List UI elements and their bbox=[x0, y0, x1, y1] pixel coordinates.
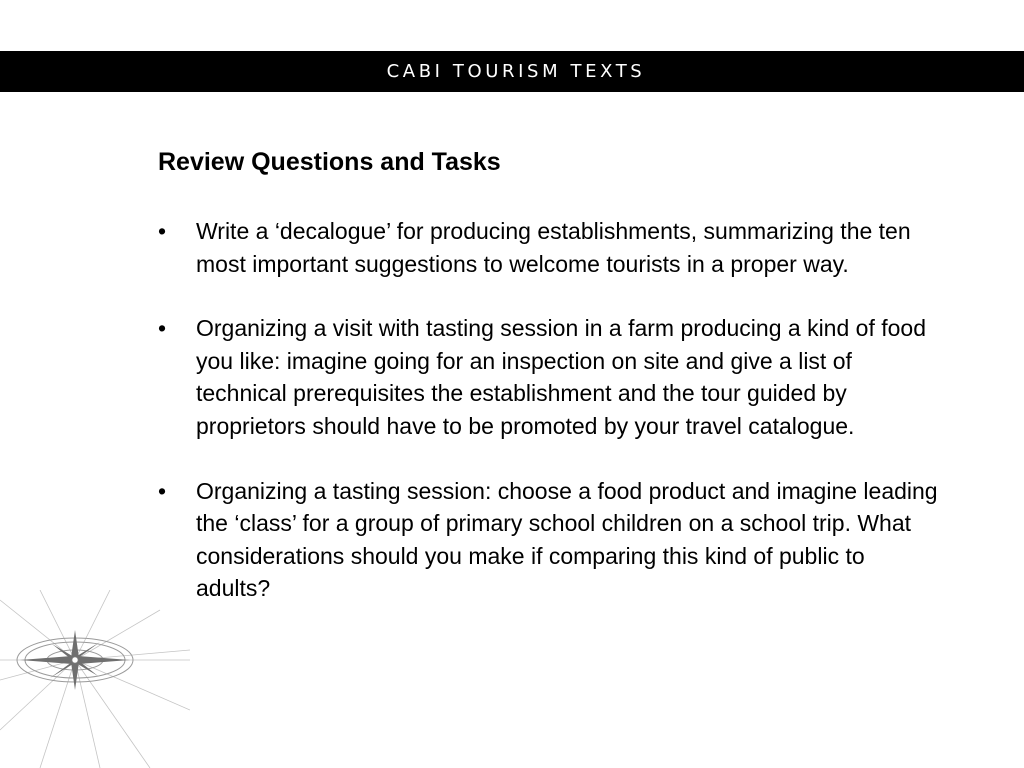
bullet-item bbox=[158, 312, 938, 442]
bullet-item bbox=[158, 215, 938, 280]
bullet-text: Write a ‘decalogue’ for producing establishments, summarizing the ten most important suggestions to welcome tourists in a proper way. bbox=[196, 218, 911, 277]
header-title: CABI TOURISM TEXTS bbox=[386, 61, 646, 82]
bullet-list bbox=[158, 215, 938, 605]
compass-rose-icon bbox=[0, 590, 190, 768]
bullet-item bbox=[158, 475, 938, 605]
bullet-text: Organizing a visit with tasting session in a farm producing a kind of food you like: imagine going for an inspection on site and give a list of technical prerequisites the establishment and the tour guided by proprietors should have to be promoted by your travel catalogue. bbox=[196, 315, 926, 439]
bullet-icon: • bbox=[158, 315, 167, 342]
header-bar bbox=[0, 51, 1024, 92]
slide-heading: Review Questions and Tasks bbox=[158, 148, 501, 176]
slide-content bbox=[158, 145, 938, 637]
bullet-text: Organizing a tasting session: choose a food product and imagine leading the ‘class’ for a group of primary school children on a school trip. What considerations should you make if comparing this kind of public to adults? bbox=[196, 477, 938, 602]
bullet-icon: • bbox=[158, 477, 167, 504]
bullet-icon: • bbox=[158, 218, 167, 244]
